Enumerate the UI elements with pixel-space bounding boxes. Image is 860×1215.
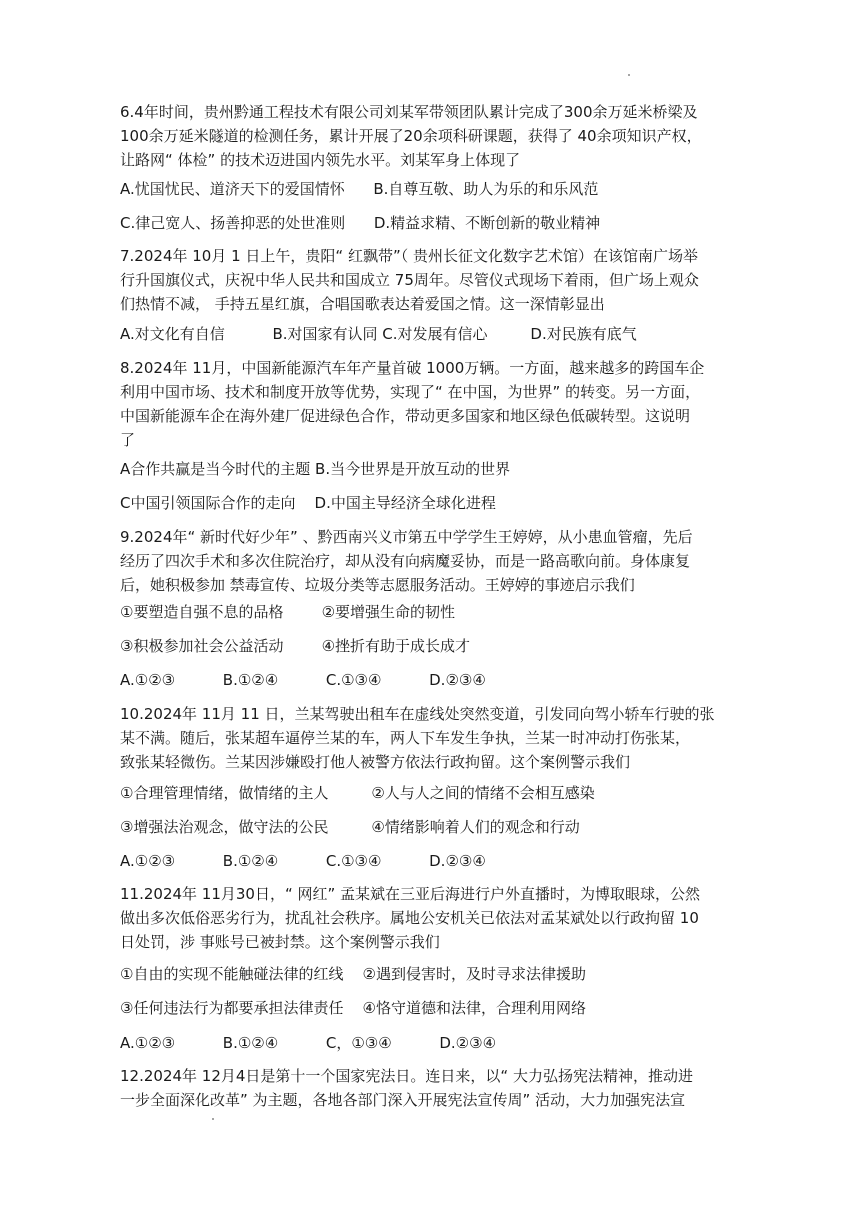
option-line: C.律己宽人、扬善抑恶的处世准则 D.精益求精、不断创新的敬业精神 <box>120 214 601 232</box>
question-7-stem <box>120 244 760 316</box>
text-line: 7.2024年 10月 1 日上午，贵阳“ 红飘带”（ 贵州长征文化数字艺术馆）在该馆南广场举 <box>120 247 699 265</box>
text-line: 12.2024年 12月4日是第十一个国家宪法日。连日来，以“ 大力弘扬宪法精神，推动进 <box>120 1067 693 1085</box>
option-line: ③任何违法行为都要承担法律责任 ④恪守道德和法律，合理利用网络 <box>120 999 586 1017</box>
option-line: A合作共赢是当今时代的主题 B.当今世界是开放互动的世界 <box>120 460 511 478</box>
text-line: 让路网“ 体检” 的技术迈进国内领先水平。刘某军身上体现了 <box>120 151 521 169</box>
option-line: A.①②③ B.①②④ C.①③④ D.②③④ <box>120 852 486 870</box>
text-line: 10.2024年 11月 11 日，兰某驾驶出租车在虚线处突然变道，引发同向驾小轿车行驶的张 <box>120 705 715 723</box>
question-6-stem <box>120 100 760 172</box>
text-line: 一步全面深化改革” 为主题，各地各部门深入开展宪法宣传周” 活动，大力加强宪法宣 <box>120 1091 686 1109</box>
text-line: 利用中国市场、技术和制度开放等优势，实现了“ 在中国，为世界” 的转变。另一方面， <box>120 383 701 401</box>
scan-dot <box>628 74 630 76</box>
text-line: 们热情不减， 手持五星红旗，合唱国歌表达着爱国之情。这一深情彰显出 <box>120 295 605 313</box>
text-line: 中国新能源车企在海外建厂促进绿色合作，带动更多国家和地区绿色低碳转型。这说明 <box>120 407 691 425</box>
option-line: C中国引领国际合作的走向 D.中国主导经济全球化进程 <box>120 494 496 512</box>
text-line: 行升国旗仪式，庆祝中华人民共和国成立 75周年。尽管仪式现场下着雨，但广场上观众 <box>120 271 699 289</box>
question-12-stem <box>120 1064 760 1112</box>
text-line: 致张某轻微伤。兰某因涉嫌殴打他人被警方依法行政拘留。这个案例警示我们 <box>120 753 631 771</box>
option-line: ①要塑造自强不息的品格 ②要增强生命的韧性 <box>120 603 456 621</box>
text-line: 100余万延米隧道的检测任务，累计开展了20余项科研课题，获得了 40余项知识产权， <box>120 127 702 145</box>
option-line: A.①②③ B.①②④ C.①③④ D.②③④ <box>120 671 486 689</box>
scan-dot <box>212 1118 214 1120</box>
option-line: ③积极参加社会公益活动 ④挫折有助于成长成才 <box>120 637 471 655</box>
text-line: 了 <box>120 431 136 449</box>
question-9-stem <box>120 525 760 597</box>
text-line: 做出多次低俗恶劣行为，扰乱社会秩序。属地公安机关已依法对孟某斌处以行政拘留 10 <box>120 909 699 927</box>
option-line: ①自由的实现不能触碰法律的红线 ②遇到侵害时，及时寻求法律援助 <box>120 965 586 983</box>
option-line: ①合理管理情绪，做情绪的主人 ②人与人之间的情绪不会相互感染 <box>120 784 595 802</box>
text-line: 6.4年时间，贵州黔通工程技术有限公司刘某军带领团队累计完成了300余万延米桥梁及 <box>120 103 698 121</box>
text-line: 11.2024年 11月30日，“ 网红” 孟某斌在三亚后海进行户外直播时，为博取眼球，公然 <box>120 885 701 903</box>
question-8-stem <box>120 356 760 452</box>
option-line: ③增强法治观念，做守法的公民 ④情绪影响着人们的观念和行动 <box>120 818 580 836</box>
text-line: 后，她积极参加 禁毒宣传、垃圾分类等志愿服务活动。王婷婷的事迹启示我们 <box>120 576 635 594</box>
text-line: 8.2024年 11月，中国新能源汽车年产量首破 1000万辆。一方面，越来越多的跨国车企 <box>120 359 705 377</box>
text-line: 经历了四次手术和多次住院治疗，却从没有向病魔妥协，而是一路高歌向前。身体康复 <box>120 552 691 570</box>
option-line: A.忧国忧民、道济天下的爱国情怀 B.自尊互敬、助人为乐的和乐风范 <box>120 180 599 198</box>
option-line: A.①②③ B.①②④ C，①③④ D.②③④ <box>120 1034 497 1052</box>
question-11-stem <box>120 882 760 954</box>
text-line: 日处罚，涉 事账号已被封禁。这个案例警示我们 <box>120 933 440 951</box>
text-line: 9.2024年“ 新时代好少年” 、黔西南兴义市第五中学学生王婷婷，从小患血管瘤，先后 <box>120 528 693 546</box>
option-line: A.对文化有自信 B.对国家有认同 C.对发展有信心 D.对民族有底气 <box>120 325 637 343</box>
question-10-stem <box>120 702 760 774</box>
text-line: 某不满。随后，张某超车逼停兰某的车，两人下车发生争执，兰某一时冲动打伤张某， <box>120 729 691 747</box>
